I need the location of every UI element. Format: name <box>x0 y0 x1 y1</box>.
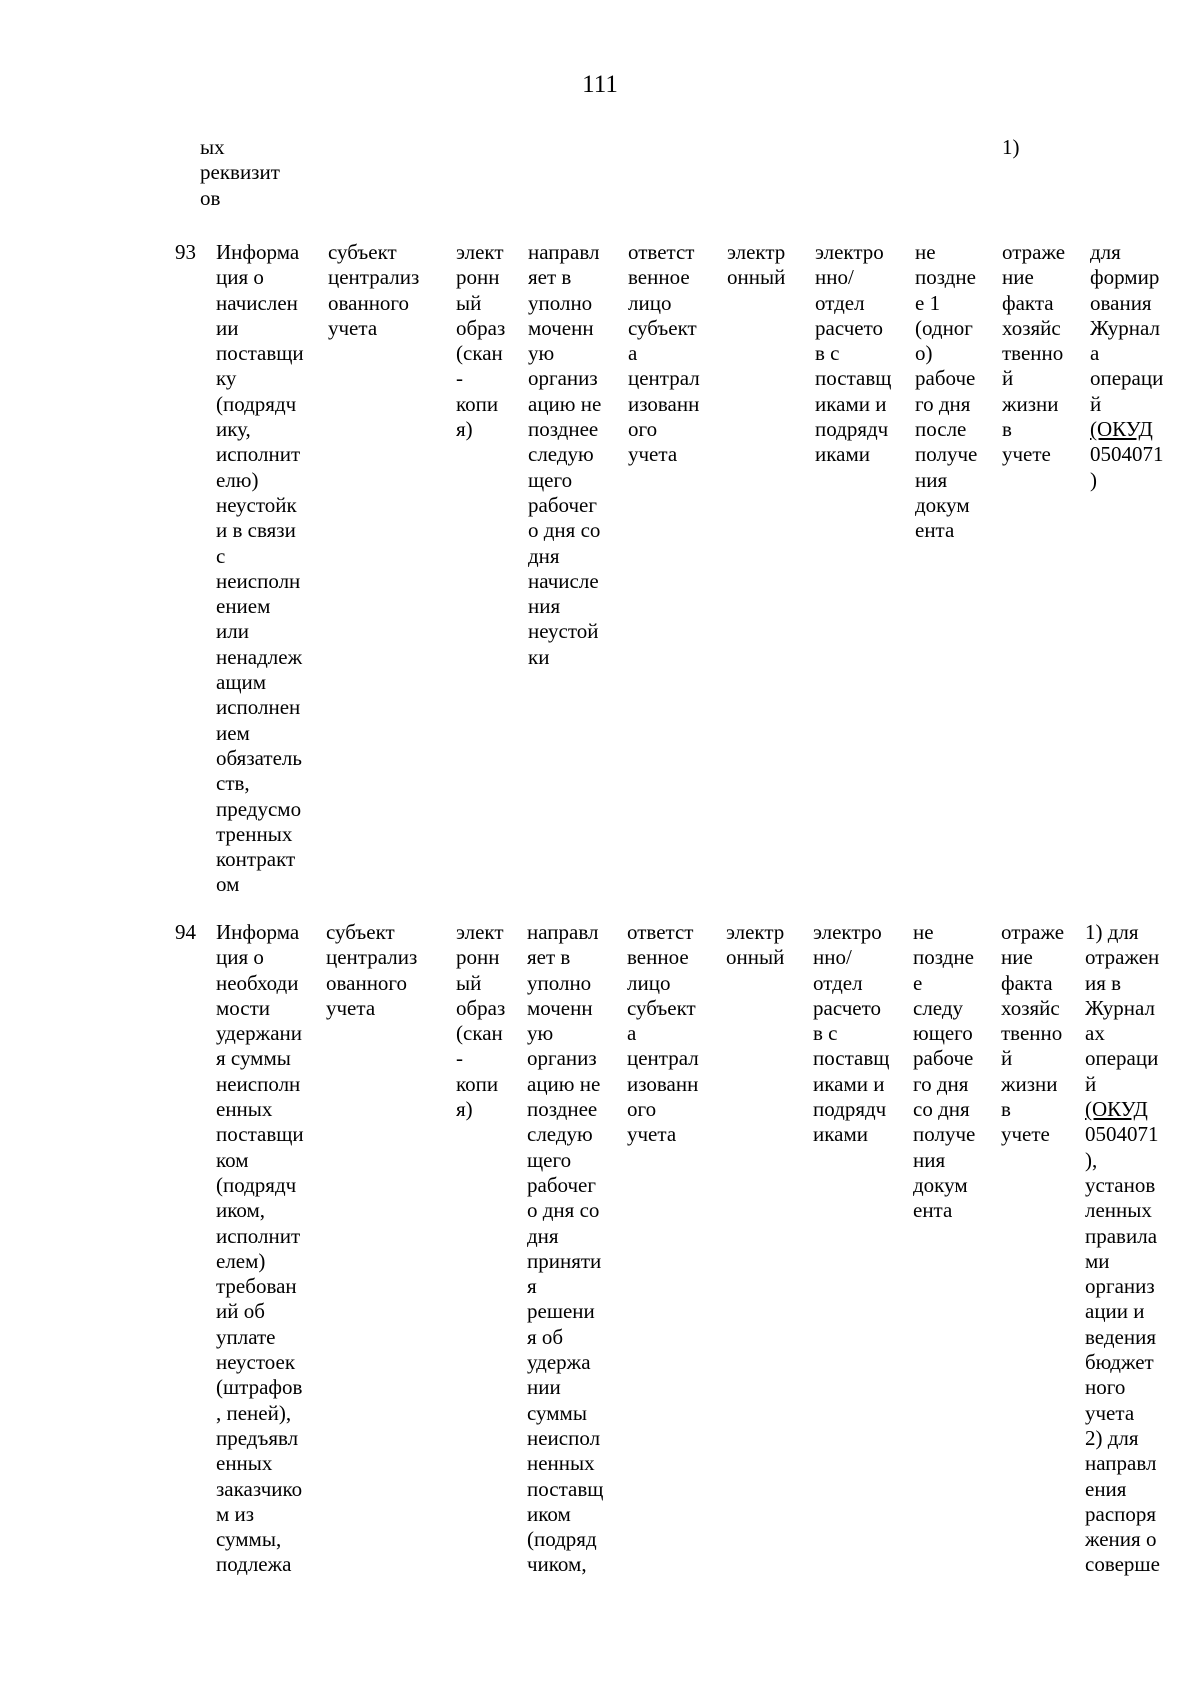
document-name-cell: Информа ция о начислен ии поставщи ку (подрядч ику, исполнит елю) неустойк и в связи с неисполн ением или ненадлеж ащим исполнен ием обязатель ств, предусмо тренных контракт ом <box>216 240 304 897</box>
purpose-text-tail: 0504071 ), установ ленных правила ми организ ации и ведения бюджет ного учета 2) для направл ения распоря жения о соверше <box>1085 1122 1160 1577</box>
purpose-text: для формир ования Журнал а операци й <box>1090 240 1164 416</box>
purpose-cell <box>1085 920 1160 1578</box>
document-type-cell: электр онный <box>726 920 785 970</box>
page-number: 111 <box>582 71 618 98</box>
purpose-cell <box>1090 240 1164 493</box>
document-name-cell: Информа ция о необходи мости удержани я суммы неисполн енных поставщи ком (подрядч иком, исполнит елем) требован ий об уплате неустоек (штрафов , пеней), предъявл енных заказчико м из суммы, подлежа <box>216 920 304 1577</box>
processing-deadline-cell: не поздне е 1 (одног о) рабоче го дня после получе ния докум ента <box>915 240 978 543</box>
format-cell: элект ронн ый образ (скан - копи я) <box>456 240 506 442</box>
document-type-cell: электр онный <box>727 240 786 290</box>
submission-deadline-cell: направл яет в уполно моченн ую организ ацию не позднее следую щего рабочег о дня со дня начисле ния неустой ки <box>528 240 602 669</box>
row-number: 93 <box>175 240 196 264</box>
responsible-person-cell: ответст венное лицо субъект а централ изованн ого учета <box>628 240 700 467</box>
originator-cell: субъект централиз ованного учета <box>328 240 420 340</box>
okud-form-link[interactable]: (ОКУД <box>1090 417 1153 442</box>
submission-deadline-cell: направл яет в уполно моченн ую организ ацию не позднее следую щего рабочег о дня со дня приняти я решени я об удержа нии суммы неиспол ненных поставщ иком (подряд чиком, <box>527 920 604 1577</box>
continuation-document-name: ых реквизит ов <box>200 135 280 210</box>
action-cell: отраже ние факта хозяйс твенно й жизни в учете <box>1002 240 1066 467</box>
recipient-cell: электро нно/ отдел расчето в с поставщ иками и подрядч иками <box>813 920 890 1147</box>
action-cell: отраже ние факта хозяйс твенно й жизни в учете <box>1001 920 1065 1147</box>
continuation-purpose: 1) <box>1002 135 1020 159</box>
okud-form-link[interactable]: (ОКУД <box>1085 1097 1148 1122</box>
processing-deadline-cell: не поздне е следу ющего рабоче го дня со дня получе ния докум ента <box>913 920 976 1223</box>
recipient-cell: электро нно/ отдел расчето в с поставщ иками и подрядч иками <box>815 240 892 467</box>
row-number: 94 <box>175 920 196 944</box>
purpose-text-tail: 0504071 ) <box>1090 442 1164 492</box>
responsible-person-cell: ответст венное лицо субъект а централ изованн ого учета <box>627 920 699 1147</box>
purpose-text: 1) для отражен ия в Журнал ах операци й <box>1085 920 1160 1096</box>
originator-cell: субъект централиз ованного учета <box>326 920 418 1020</box>
format-cell: элект ронн ый образ (скан - копи я) <box>456 920 506 1122</box>
